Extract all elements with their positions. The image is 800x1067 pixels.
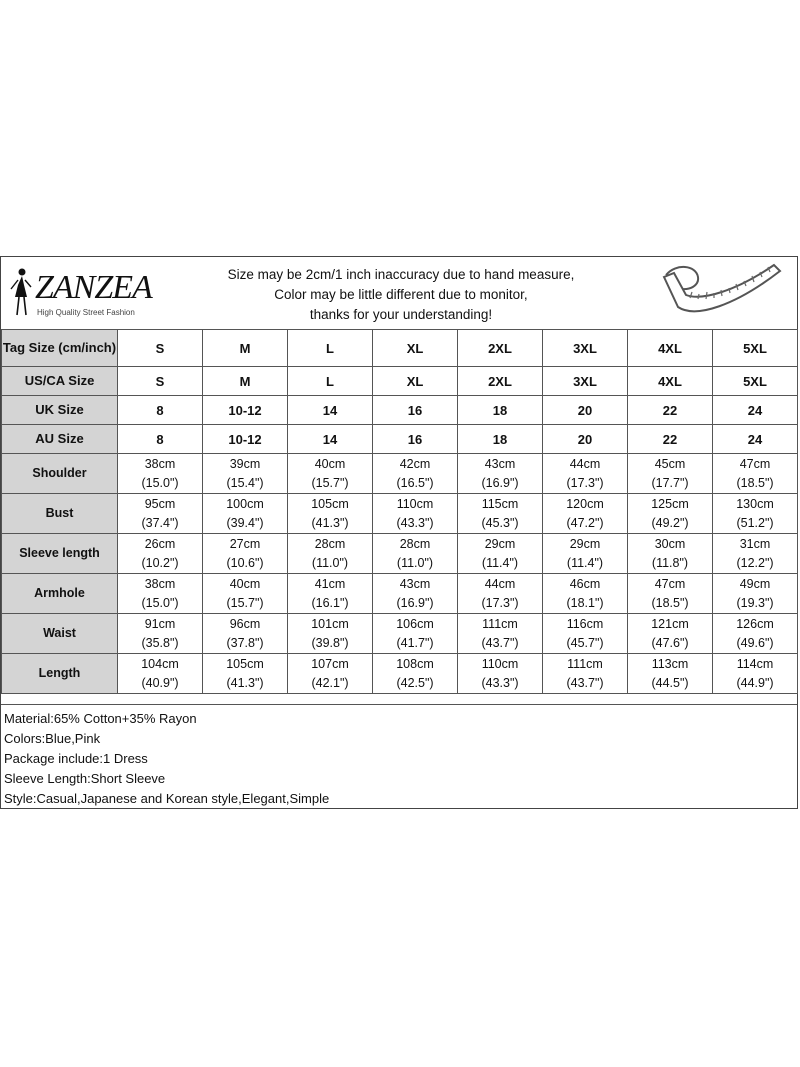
size-cell: 18	[458, 425, 543, 454]
size-cell: 10-12	[203, 396, 288, 425]
value-cm: 101cm	[311, 616, 349, 631]
size-cell: 18	[458, 396, 543, 425]
measurement-cell	[373, 454, 458, 494]
size-chart	[0, 256, 798, 809]
value-inch: (39.8")	[311, 635, 349, 650]
value-inch: (40.9")	[141, 675, 179, 690]
value-inch: (10.6")	[226, 555, 264, 570]
measurement-cell	[543, 654, 628, 694]
measurement-cell	[373, 614, 458, 654]
measurement-cell	[373, 574, 458, 614]
value-inch: (16.1")	[311, 595, 349, 610]
value-inch: (10.2")	[141, 555, 179, 570]
measurement-cell	[203, 574, 288, 614]
value-cm: 120cm	[566, 496, 604, 511]
measurement-cell	[118, 574, 203, 614]
measurement-cell	[203, 454, 288, 494]
row-label: US/CA Size	[2, 367, 118, 396]
measurement-cell	[543, 614, 628, 654]
measurement-cell	[458, 654, 543, 694]
value-inch: (18.5")	[651, 595, 689, 610]
measurement-cell	[118, 494, 203, 534]
value-inch: (11.8")	[651, 555, 689, 570]
measurement-cell	[118, 654, 203, 694]
measurement-cell	[458, 494, 543, 534]
size-cell: XL	[373, 330, 458, 367]
value-cm: 30cm	[654, 536, 686, 551]
value-cm: 38cm	[144, 576, 176, 591]
measurement-cell	[543, 574, 628, 614]
row-label: Armhole	[2, 574, 118, 614]
row-label: Bust	[2, 494, 118, 534]
value-inch: (12.2")	[736, 555, 774, 570]
value-inch: (41.3")	[226, 675, 264, 690]
notice-line: Color may be little different due to monitor,	[274, 287, 528, 302]
value-cm: 44cm	[569, 456, 601, 471]
product-notes	[1, 704, 797, 809]
chart-header	[1, 257, 797, 329]
value-inch: (49.6")	[736, 635, 774, 650]
note-package: Package include:1 Dress	[4, 751, 148, 766]
size-cell: L	[288, 330, 373, 367]
value-inch: (11.0")	[396, 555, 434, 570]
size-row	[2, 396, 798, 425]
value-cm: 114cm	[736, 656, 774, 671]
measurement-cell	[288, 574, 373, 614]
size-cell: 16	[373, 425, 458, 454]
row-label: Shoulder	[2, 454, 118, 494]
size-cell: 24	[713, 396, 798, 425]
value-inch: (47.6")	[651, 635, 689, 650]
size-cell: 2XL	[458, 330, 543, 367]
value-inch: (45.7")	[566, 635, 604, 650]
value-inch: (15.7")	[226, 595, 264, 610]
note-colors: Colors:Blue,Pink	[4, 731, 101, 746]
value-cm: 111cm	[567, 656, 603, 671]
measurement-row	[2, 574, 798, 614]
measurement-cell	[458, 614, 543, 654]
value-inch: (37.4")	[141, 515, 179, 530]
dress-figure-icon	[7, 267, 35, 319]
size-cell: 3XL	[543, 330, 628, 367]
measurement-cell	[288, 534, 373, 574]
measurement-cell	[713, 654, 798, 694]
value-inch: (15.0")	[141, 595, 179, 610]
measurement-cell	[373, 654, 458, 694]
value-cm: 47cm	[654, 576, 686, 591]
value-inch: (16.5")	[396, 475, 434, 490]
value-cm: 110cm	[396, 496, 434, 511]
row-label: Length	[2, 654, 118, 694]
brand-name: ZANZEA	[35, 269, 152, 306]
size-row	[2, 367, 798, 396]
measurement-cell	[628, 534, 713, 574]
value-inch: (44.5")	[651, 675, 689, 690]
value-inch: (17.3")	[566, 475, 604, 490]
size-cell: 22	[628, 425, 713, 454]
value-inch: (15.4")	[226, 475, 264, 490]
value-cm: 130cm	[736, 496, 774, 511]
measurement-cell	[628, 574, 713, 614]
measurement-row	[2, 654, 798, 694]
value-cm: 27cm	[229, 536, 261, 551]
measurement-cell	[288, 614, 373, 654]
value-cm: 115cm	[481, 496, 519, 511]
value-cm: 38cm	[144, 456, 176, 471]
value-cm: 45cm	[654, 456, 686, 471]
measurement-cell	[373, 494, 458, 534]
measurement-row	[2, 614, 798, 654]
value-inch: (51.2")	[736, 515, 774, 530]
measurement-cell	[628, 654, 713, 694]
value-cm: 116cm	[566, 616, 604, 631]
value-cm: 31cm	[739, 536, 771, 551]
value-inch: (35.8")	[141, 635, 179, 650]
value-cm: 26cm	[144, 536, 176, 551]
measurement-cell	[458, 574, 543, 614]
measurement-cell	[713, 614, 798, 654]
value-inch: (43.7")	[566, 675, 604, 690]
value-cm: 46cm	[569, 576, 601, 591]
measurement-row	[2, 534, 798, 574]
measurement-cell	[118, 534, 203, 574]
measurement-cell	[203, 614, 288, 654]
measurement-cell	[373, 534, 458, 574]
value-inch: (42.1")	[311, 675, 349, 690]
row-label: Tag Size (cm/inch)	[2, 330, 118, 367]
value-cm: 43cm	[484, 456, 516, 471]
value-cm: 121cm	[651, 616, 689, 631]
value-cm: 104cm	[141, 656, 179, 671]
size-cell: 5XL	[713, 330, 798, 367]
measurement-cell	[203, 534, 288, 574]
size-cell: 8	[118, 396, 203, 425]
note-style: Style:Casual,Japanese and Korean style,Elegant,Simple	[4, 791, 330, 806]
size-row	[2, 425, 798, 454]
size-cell: 14	[288, 396, 373, 425]
size-cell: M	[203, 367, 288, 396]
value-cm: 40cm	[229, 576, 261, 591]
measurement-row	[2, 454, 798, 494]
value-inch: (16.9")	[481, 475, 519, 490]
measurement-cell	[203, 494, 288, 534]
value-cm: 47cm	[739, 456, 771, 471]
value-cm: 43cm	[399, 576, 431, 591]
notice-line: Size may be 2cm/1 inch inaccuracy due to hand measure,	[227, 267, 575, 282]
value-cm: 29cm	[484, 536, 516, 551]
size-cell: 20	[543, 425, 628, 454]
value-inch: (41.7")	[396, 635, 434, 650]
value-cm: 125cm	[651, 496, 689, 511]
brand-tagline: High Quality Street Fashion	[37, 308, 135, 317]
value-inch: (11.0")	[311, 555, 349, 570]
value-inch: (18.1")	[566, 595, 604, 610]
measurement-cell	[458, 454, 543, 494]
value-cm: 40cm	[314, 456, 346, 471]
value-cm: 96cm	[229, 616, 261, 631]
size-cell: M	[203, 330, 288, 367]
value-inch: (43.3")	[481, 675, 519, 690]
row-label: Waist	[2, 614, 118, 654]
measurement-cell	[118, 454, 203, 494]
measurement-row	[2, 494, 798, 534]
value-inch: (37.8")	[226, 635, 264, 650]
size-cell: 14	[288, 425, 373, 454]
size-row	[2, 330, 798, 367]
value-inch: (47.2")	[566, 515, 604, 530]
row-label: AU Size	[2, 425, 118, 454]
value-cm: 106cm	[396, 616, 434, 631]
value-cm: 107cm	[311, 656, 349, 671]
measurement-cell	[628, 454, 713, 494]
value-cm: 28cm	[399, 536, 431, 551]
measurement-cell	[288, 454, 373, 494]
value-inch: (15.7")	[311, 475, 349, 490]
value-cm: 41cm	[314, 576, 346, 591]
value-cm: 39cm	[229, 456, 261, 471]
measurement-cell	[288, 654, 373, 694]
value-inch: (18.5")	[736, 475, 774, 490]
value-cm: 110cm	[481, 656, 519, 671]
measurement-cell	[118, 614, 203, 654]
value-cm: 29cm	[569, 536, 601, 551]
value-cm: 113cm	[651, 656, 689, 671]
measurement-cell	[713, 574, 798, 614]
value-inch: (44.9")	[736, 675, 774, 690]
size-cell: XL	[373, 367, 458, 396]
measurement-cell	[713, 534, 798, 574]
value-inch: (19.3")	[736, 595, 774, 610]
notice-line: thanks for your understanding!	[309, 307, 493, 322]
size-cell: 20	[543, 396, 628, 425]
value-cm: 28cm	[314, 536, 346, 551]
measurement-cell	[543, 454, 628, 494]
size-cell: 2XL	[458, 367, 543, 396]
row-label: UK Size	[2, 396, 118, 425]
value-inch: (41.3")	[311, 515, 349, 530]
value-inch: (49.2")	[651, 515, 689, 530]
measurement-cell	[713, 454, 798, 494]
note-material: Material:65% Cotton+35% Rayon	[4, 711, 197, 726]
measurement-cell	[458, 534, 543, 574]
value-cm: 91cm	[144, 616, 176, 631]
size-cell: 8	[118, 425, 203, 454]
value-cm: 49cm	[739, 576, 771, 591]
value-cm: 126cm	[736, 616, 774, 631]
size-cell: 5XL	[713, 367, 798, 396]
size-cell: 22	[628, 396, 713, 425]
value-inch: (39.4")	[226, 515, 264, 530]
value-cm: 105cm	[311, 496, 349, 511]
notice-text	[196, 265, 606, 325]
size-cell: 3XL	[543, 367, 628, 396]
value-cm: 42cm	[399, 456, 431, 471]
measurement-cell	[628, 614, 713, 654]
measurement-cell	[288, 494, 373, 534]
value-inch: (17.3")	[481, 595, 519, 610]
size-cell: 4XL	[628, 330, 713, 367]
size-cell: S	[118, 367, 203, 396]
size-cell: 4XL	[628, 367, 713, 396]
value-cm: 105cm	[226, 656, 264, 671]
size-cell: 16	[373, 396, 458, 425]
size-cell: 10-12	[203, 425, 288, 454]
value-inch: (45.3")	[481, 515, 519, 530]
value-cm: 108cm	[396, 656, 434, 671]
value-cm: 100cm	[226, 496, 264, 511]
value-cm: 95cm	[144, 496, 176, 511]
value-inch: (43.3")	[396, 515, 434, 530]
measuring-tape-icon	[656, 261, 786, 323]
size-cell: 24	[713, 425, 798, 454]
value-cm: 44cm	[484, 576, 516, 591]
value-inch: (16.9")	[396, 595, 434, 610]
size-table	[1, 329, 798, 694]
value-inch: (17.7")	[651, 475, 689, 490]
value-inch: (42.5")	[396, 675, 434, 690]
brand-logo	[7, 263, 167, 323]
value-inch: (11.4")	[481, 555, 519, 570]
row-label: Sleeve length	[2, 534, 118, 574]
value-inch: (43.7")	[481, 635, 519, 650]
size-cell: S	[118, 330, 203, 367]
measurement-cell	[543, 534, 628, 574]
note-sleeve: Sleeve Length:Short Sleeve	[4, 771, 166, 786]
size-cell: L	[288, 367, 373, 396]
measurement-cell	[628, 494, 713, 534]
measurement-cell	[543, 494, 628, 534]
value-inch: (15.0")	[141, 475, 179, 490]
measurement-cell	[203, 654, 288, 694]
value-cm: 111cm	[482, 616, 518, 631]
measurement-cell	[713, 494, 798, 534]
value-inch: (11.4")	[566, 555, 604, 570]
